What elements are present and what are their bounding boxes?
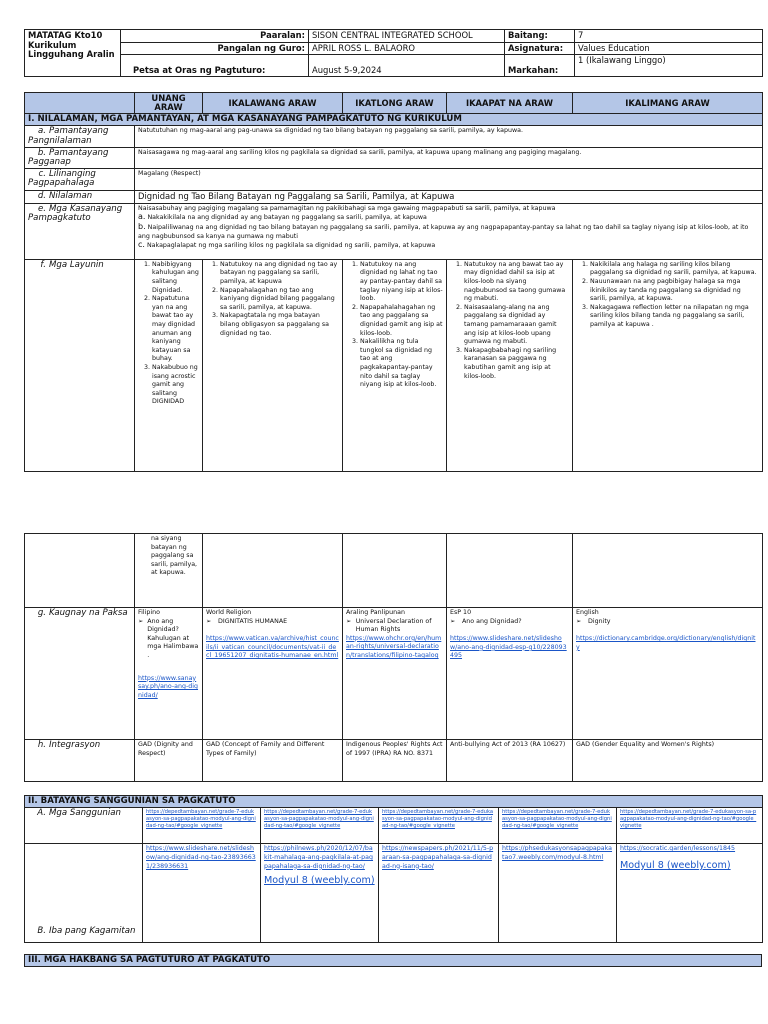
- f-day2-item: 2. Napapahalagahan ng tao ang kaniyang dignidad bilang paggalang sa sarili, pamilya, at kapuwa.: [220, 287, 339, 313]
- lesson-title: MATATAG Kto10 Kurikulum Lingguhang Aralin: [25, 30, 121, 77]
- day-header-4: IKAAPAT NA ARAW: [447, 93, 573, 114]
- f-day3-item: 2. Napapahalahagahan ng tao ang paggalang sa dignidad gamit ang isip at kilos-loob.: [360, 304, 443, 338]
- g-day3-subject: Araling Panlipunan: [346, 609, 405, 616]
- row-2a-label: A. Mga Sanggunian: [25, 808, 143, 844]
- row-c-label: c. Lilinanging Pagpapahalaga: [25, 169, 135, 191]
- arrow-bullet-icon: ➢: [206, 617, 212, 625]
- guro-value: APRIL ROSS L. BALAORO: [309, 42, 505, 55]
- g-day4-link[interactable]: https://www.slideshare.net/slideshow/ano-ang-dignidad-esp-g10/228093495: [450, 635, 567, 660]
- day-header-2: IKALAWANG ARAW: [203, 93, 343, 114]
- day-header-1: UNANG ARAW: [135, 93, 203, 114]
- f-day3-item: 1. Natutukoy na ang dignidad ng lahat ng tao ay pantay-pantay dahil sa taglay niyang isip at kilos-loob.: [360, 261, 443, 304]
- f-day1-item: 1. Nabibigyang kahulugan ang salitang Dignidad.: [152, 261, 199, 295]
- sanggunian-link-day2[interactable]: https://depedtambayan.net/grade-7-edukasyon-sa-pagpapakatao-modyul-ang-dignidad-ng-tao/#google_vignette: [261, 808, 379, 844]
- g-day4-topic: ➢ Ano ang Dignidad?: [450, 617, 522, 625]
- e-item-c: c. Nakapaglalapat ng mga sariling kilos ng pagkilala sa dignidad ng sarili, pamilya, at kapuwa: [138, 240, 436, 250]
- row-f-label: f. Mga Layunin: [25, 259, 135, 471]
- section2-table: [24, 795, 763, 943]
- empty-cell: [573, 534, 763, 608]
- continued-label-cell: [25, 534, 135, 608]
- f-day4-item: 1. Natutukoy na ang bawat tao ay may dignidad dahil sa isip at kilos-loob na siyang nagbubunsod sa taong gumawa ng mabuti.: [464, 261, 569, 304]
- f-day2-item: 1. Natutukoy na ang dignidad ng tao ay batayan ng paggalang sa sarili, pamilya, at kapuwa: [220, 261, 339, 287]
- row-e-label: e. Mga Kasanayang Pampagkatuto: [25, 203, 135, 259]
- f-day1-continued: na siyang batayan ng paggalang sa sarili, pamilya, at kapuwa.: [135, 534, 203, 608]
- row-a-label: a. Pamantayang Pangnilalaman: [25, 126, 135, 147]
- f-day2-item: 3. Nakapagtatala ng mga batayan bilang obligasyon sa paggalang sa dignidad ng tao.: [220, 312, 339, 338]
- g-day1-subject: Filipino: [138, 609, 161, 616]
- sanggunian-link-day1[interactable]: https://depedtambayan.net/grade-7-edukasyon-sa-pagpapakatao-modyul-ang-dignidad-ng-tao/#google_vignette: [143, 808, 261, 844]
- g-day2: [203, 608, 343, 740]
- kagamitan-link-day5[interactable]: https://socratic.garden/lessons/1845: [620, 845, 736, 853]
- guro-label: Pangalan ng Guro:: [121, 42, 309, 55]
- g-day5-subject: English: [576, 609, 599, 616]
- corner-cell: [25, 93, 135, 114]
- baitang-label: Baitang:: [505, 30, 575, 43]
- h-day5: GAD (Gender Equality and Women's Rights): [573, 740, 763, 782]
- g-day2-subject: World Religion: [206, 609, 252, 616]
- f-day4: [447, 259, 573, 471]
- g-day5-link[interactable]: https://dictionary.cambridge.org/dictionary/english/dignity: [576, 635, 756, 651]
- sanggunian-link-day3[interactable]: https://depedtambayan.net/grade-7-edukasyon-sa-pagpapakatao-modyul-ang-dignidad-ng-tao/#google_vignette: [379, 808, 499, 844]
- empty-cell: [343, 534, 447, 608]
- kagamitan-day2: [261, 844, 379, 943]
- row-c-text: Magalang (Respect): [135, 169, 763, 191]
- f-day4-item: 3. Nakapagbabahagi ng sariling karanasan sa paggawa ng kabutihan gamit ang isip at kilos-loob.: [464, 347, 569, 381]
- asignatura-label: Asignatura:: [505, 42, 575, 55]
- main-table-page2: [24, 533, 763, 782]
- row-h-label: h. Integrasyon: [25, 740, 135, 782]
- modyul-link-day2[interactable]: Modyul 8 (weebly.com): [264, 875, 375, 887]
- g-day5: [573, 608, 763, 740]
- row-g-label: g. Kaugnay na Paksa: [25, 608, 135, 740]
- markahan-value: 1 (Ikalawang Linggo): [575, 55, 763, 77]
- kagamitan-link-day4[interactable]: https://phsedukasyonsapagpapakatao7.weebly.com/modyul-8.html: [499, 844, 617, 943]
- f-day5-item: 2. Nauunawaan na ang pagbibigay halaga sa mga ikinikilos ay tanda ng paggalang sa dignidad ng sarili, pamilya, at kapuwa.: [590, 278, 759, 304]
- sanggunian-link-day5[interactable]: https://depedtambayan.net/grade-7-edukasyon-sa-pagpapakatao-modyul-ang-dignidad-ng-tao/#google_vignette: [617, 808, 763, 844]
- section1-title: I. NILALAMAN, MGA PAMANTAYAN, AT MGA KASANAYANG PAMPAGKATUTO NG KURIKULUM: [25, 114, 763, 126]
- arrow-bullet-icon: ➢: [450, 617, 456, 625]
- g-day4: [447, 608, 573, 740]
- h-day1: GAD (Dignity and Respect): [135, 740, 203, 782]
- g-day3: [343, 608, 447, 740]
- g-day2-topic: ➢ DIGNITATIS HUMANAE: [206, 617, 288, 625]
- row-b-label: b. Pamantayang Pagganap: [25, 147, 135, 168]
- arrow-bullet-icon: ➢: [346, 617, 352, 625]
- g-day1: [135, 608, 203, 740]
- f-day5: [573, 259, 763, 471]
- h-day4: Anti-bullying Act of 2013 (RA 10627): [447, 740, 573, 782]
- main-table-page1: [24, 92, 763, 472]
- kagamitan-day5: [617, 844, 763, 943]
- g-day3-link[interactable]: https://www.ohchr.org/en/human-rights/universal-declaration/translations/filipino-tagalog: [346, 634, 442, 659]
- f-day3: [343, 259, 447, 471]
- day-header-row: [25, 93, 763, 114]
- petsa-label: Petsa at Oras ng Pagtuturo:: [121, 55, 309, 77]
- g-day1-topic: ➢ Ano ang Dignidad? Kahulugan at mga Halimbawa .: [138, 617, 199, 659]
- asignatura-value: Values Education: [575, 42, 763, 55]
- arrow-bullet-icon: ➢: [138, 617, 144, 625]
- g-day2-link[interactable]: https://www.vatican.va/archive/hist_councils/ii_vatican_council/documents/vat-ii_decl_19651207_dignitatis-humanae_en.html: [206, 635, 339, 660]
- header-table: [24, 29, 763, 77]
- kagamitan-link-day1[interactable]: https://www.slideshare.net/slideshow/ang-dignidad-ng-tao-238936631/238936631: [143, 844, 261, 943]
- paaralan-value: SISON CENTRAL INTEGRATED SCHOOL: [309, 30, 505, 43]
- f-day1: [135, 259, 203, 471]
- g-day3-topic: ➢ Universal Declaration of Human Rights: [346, 617, 432, 634]
- arrow-bullet-icon: ➢: [576, 617, 582, 625]
- f-day3-item: 3. Nakalilikha ng tula tungkol sa dignidad ng tao at ang pagkakapantay-pantay nito dahil sa taglay niyang isip at kilos-loob.: [360, 338, 443, 390]
- g-day5-topic: ➢ Dignity: [576, 617, 611, 625]
- section3-title: III. MGA HAKBANG SA PAGTUTURO AT PAGKATUTO: [25, 955, 762, 967]
- f-day1-item: 3. Nakabubuo ng isang acrostic gamit ang salitang DIGNIDAD: [152, 364, 199, 407]
- g-day4-subject: EsP 10: [450, 609, 472, 616]
- e-intro: Naisasabuhay ang pagiging magalang sa pamamagitan ng pakikibahagi sa mga gawaing magpapabuti sa sarili, pamilya, at kapuwa: [138, 204, 556, 212]
- day-header-5: IKALIMANG ARAW: [573, 93, 763, 114]
- sanggunian-link-day4[interactable]: https://depedtambayan.net/grade-7-edukasyon-sa-pagpapakatao-modyul-ang-dignidad-ng-tao/#google_vignette: [499, 808, 617, 844]
- f-day5-item: 3. Nakagagawa reflection letter na nilapatan ng mga sariling kilos bilang tanda ng paggalang sa sarili, pamilya at kapuwa .: [590, 304, 759, 330]
- g-day1-link[interactable]: https://www.sanaysay.ph/ano-ang-dignidad/: [138, 674, 199, 699]
- f-day4-item: 2. Naisasaalang-alang na ang paggalang sa dignidad ay tamang pamamaraaan gamit ang isip at kilos-loob upang gumawa ng mabuti.: [464, 304, 569, 347]
- row-e-text: [135, 203, 763, 259]
- row-d-label: d. Nilalaman: [25, 191, 135, 204]
- h-day2: GAD (Concept of Family and Different Types of Family): [203, 740, 343, 782]
- paaralan-label: Paaralan:: [121, 30, 309, 43]
- h-day3: Indigenous Peoples' Rights Act of 1997 (IPRA) RA NO. 8371: [343, 740, 447, 782]
- petsa-value: August 5-9,2024: [309, 55, 505, 77]
- row-2b-label: B. Iba pang Kagamitan: [25, 844, 143, 943]
- row-b-text: Naisasagawa ng mag-aaral ang sariling kilos ng pagkilala sa dignidad sa sarili, pamilya, at kapuwa upang malinang ang pagiging magalang.: [135, 147, 763, 168]
- modyul-link-day5[interactable]: Modyul 8 (weebly.com): [620, 860, 731, 871]
- row-d-text: Dignidad ng Tao Bilang Batayan ng Paggalang sa Sarili, Pamilya, at Kapuwa: [135, 191, 763, 204]
- markahan-label: Markahan:: [505, 55, 575, 77]
- f-day1-item: 2. Napatutuna yan na ang bawat tao ay may dignidad anuman ang kaniyang katayuan sa buhay.: [152, 295, 199, 364]
- kagamitan-link-day2[interactable]: https://philnews.ph/2020/12/07/bakit-mahalaga-ang-pagkilala-at-pagpapahalaga-sa-dignidad-ng-tao/: [264, 845, 374, 870]
- e-item-a: a. Nakakikilala na ang dignidad ay ang batayan ng paggalang sa sarili, pamilya, at kapuwa: [138, 212, 427, 222]
- f-day2: [203, 259, 343, 471]
- baitang-value: 7: [575, 30, 763, 43]
- section2-title: II. BATAYANG SANGGUNIAN SA PAGKATUTO: [25, 796, 763, 808]
- day-header-3: IKATLONG ARAW: [343, 93, 447, 114]
- kagamitan-link-day3[interactable]: https://newspapers.ph/2021/11/5-paraan-sa-pagpapahalaga-sa-dignidad-ng-isang-tao/: [379, 844, 499, 943]
- row-a-text: Natututuhan ng mag-aaral ang pag-unawa sa dignidad ng tao bilang batayan ng paggalang sa sarili, pamilya, ay kapuwa.: [135, 126, 763, 147]
- empty-cell: [203, 534, 343, 608]
- e-item-b: b. Naipaliliwanag na ang dignidad ng tao bilang batayan ng paggalang sa sarili, pamilya, at kapuwa ay ang nagpapapantay-pantay sa lahat ng tao dahil sa taglay niyang isip at kilos-loob, at ito ang nagbubunsod sa kanya na gumawa ng mabuti: [138, 222, 749, 240]
- section3-table: [24, 954, 762, 967]
- f-day5-item: 1. Nakikilala ang halaga ng sariling kilos bilang paggalang sa dignidad ng sarili, pamilya, at kapuwa.: [590, 261, 759, 278]
- empty-cell: [447, 534, 573, 608]
